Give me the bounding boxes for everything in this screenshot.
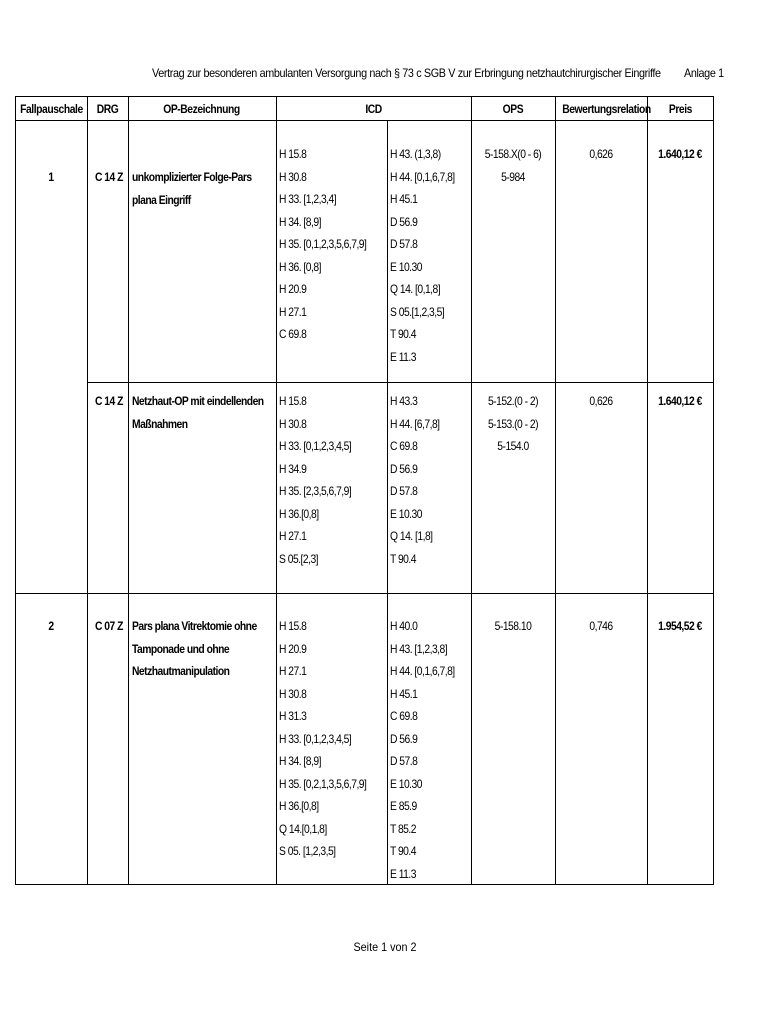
header-drg: DRG bbox=[96, 102, 119, 116]
ops-cell: 5-152.(0 - 2) 5-153.(0 - 2) 5-154.0 bbox=[487, 394, 539, 453]
header-ops: OPS bbox=[502, 102, 524, 116]
preis-cell: 1.954,52 € bbox=[658, 619, 702, 633]
document-title: Vertrag zur besonderen ambulanten Versorgung nach § 73 c SGB V zur Erbringung netzhautchirurgischer Eingriffe bbox=[152, 66, 661, 80]
ops-cell: 5-158.10 bbox=[494, 619, 532, 633]
icd-cell-left: H 15.8 H 30.8 H 33. [0,1,2,3,4,5] H 34.9 H 35. [2,3,5,6,7,9] H 36.[0,8] H 27.1 S 05.[2,3] bbox=[279, 394, 352, 566]
bewertungsrelation-cell: 0,626 bbox=[589, 147, 613, 161]
header-preis: Preis bbox=[668, 102, 692, 116]
drg-cell: C 14 Z bbox=[95, 170, 123, 184]
drg-cell: C 07 Z bbox=[95, 619, 123, 633]
header-op-bezeichnung: OP-Bezeichnung bbox=[163, 102, 241, 116]
bewertungsrelation-cell: 0,746 bbox=[589, 619, 613, 633]
header-fallpauschale: Fallpauschale bbox=[20, 102, 83, 116]
preis-cell: 1.640,12 € bbox=[658, 394, 702, 408]
header-icd: ICD bbox=[365, 102, 382, 116]
ops-cell: 5-158.X(0 - 6) 5-984 bbox=[484, 147, 542, 184]
header-bewertungsrelation: Bewertungsrelation bbox=[562, 102, 651, 116]
op-bezeichnung-cell: unkomplizierter Folge-Pars plana Eingriff bbox=[132, 170, 252, 207]
fallpauschale-cell: 2 bbox=[48, 619, 54, 633]
op-bezeichnung-cell: Netzhaut-OP mit eindellenden Maßnahmen bbox=[132, 394, 264, 431]
drg-cell: C 14 Z bbox=[95, 394, 123, 408]
anlage-label: Anlage 1 bbox=[684, 66, 724, 80]
icd-cell-right: H 43.3 H 44. [6,7,8] C 69.8 D 56.9 D 57.8 E 10.30 Q 14. [1,8] T 90.4 bbox=[390, 394, 440, 566]
fallpauschale-cell: 1 bbox=[48, 170, 54, 184]
op-bezeichnung-cell: Pars plana Vitrektomie ohne Tamponade und ohne Netzhautmanipulation bbox=[132, 619, 257, 678]
bewertungsrelation-cell: 0,626 bbox=[589, 394, 613, 408]
preis-cell: 1.640,12 € bbox=[658, 147, 702, 161]
page-number: Seite 1 von 2 bbox=[353, 940, 417, 954]
icd-cell-left: H 15.8 H 20.9 H 27.1 H 30.8 H 31.3 H 33. [0,1,2,3,4,5] H 34. [8,9] H 35. [0,2,1,3,5,6,7,9] H 36.[0,8] Q 14.[0,1,8] S 05. [1,2,3,5] bbox=[279, 619, 367, 858]
icd-cell-right: H 43. (1,3,8) H 44. [0,1,6,7,8] H 45.1 D 56.9 D 57.8 E 10.30 Q 14. [0,1,8] S 05.[1,2,3,5] T 90.4 E 11.3 bbox=[390, 147, 455, 364]
icd-cell-right: H 40.0 H 43. [1,2,3,8] H 44. [0,1,6,7,8] H 45.1 C 69.8 D 56.9 D 57.8 E 10.30 E 85.9 T 85.2 T 90.4 E 11.3 bbox=[390, 619, 455, 881]
icd-cell-left: H 15.8 H 30.8 H 33. [1,2,3,4] H 34. [8,9] H 35. [0,1,2,3,5,6,7,9] H 36. [0,8] H 20.9 H 27.1 C 69.8 bbox=[279, 147, 367, 341]
